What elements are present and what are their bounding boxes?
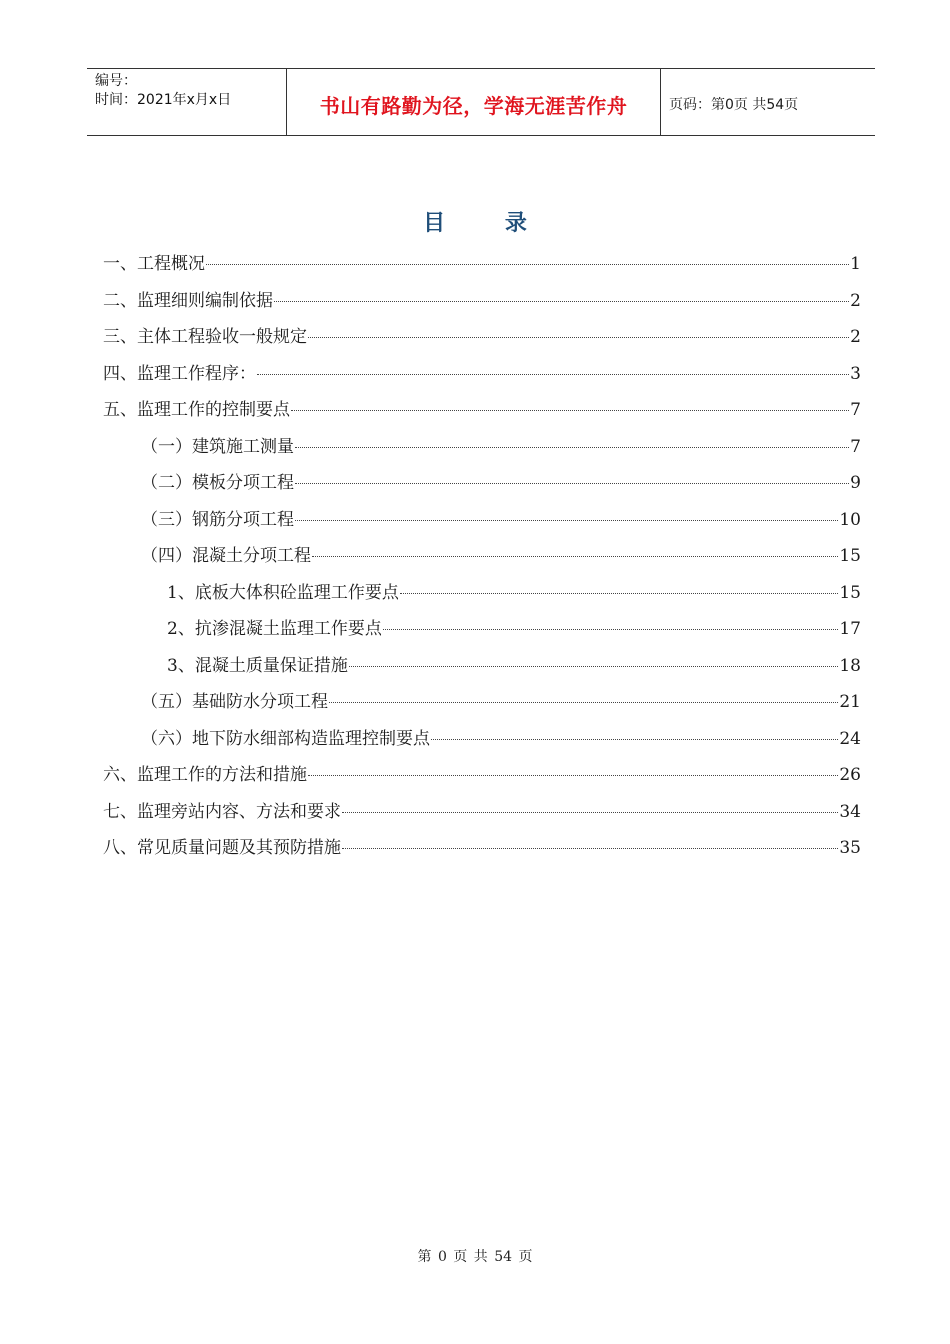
toc-entry-page: 2 xyxy=(850,327,861,347)
toc-entry-page: 24 xyxy=(839,728,861,749)
toc-dot-leader xyxy=(308,775,838,776)
toc-entry[interactable] xyxy=(103,579,861,616)
toc-dot-leader xyxy=(291,410,849,411)
toc-entry-label: 三、主体工程验收一般规定 xyxy=(103,327,307,347)
toc-entry-label: （六）地下防水细部构造监理控制要点 xyxy=(141,728,430,749)
toc-dot-leader xyxy=(431,739,838,740)
toc-dot-leader xyxy=(342,848,838,849)
toc-entry-page: 7 xyxy=(850,400,861,420)
toc-entry[interactable] xyxy=(103,323,861,360)
toc-entry-label: （五）基础防水分项工程 xyxy=(141,692,328,712)
toc-entry[interactable] xyxy=(103,250,861,287)
toc-dot-leader xyxy=(383,629,839,630)
toc-entry-page: 2 xyxy=(850,290,861,311)
toc-dot-leader xyxy=(206,264,849,265)
toc-entry-page: 15 xyxy=(839,546,861,566)
toc-entry[interactable] xyxy=(103,506,861,543)
toc-dot-leader xyxy=(295,447,849,448)
toc-dot-leader xyxy=(312,556,838,557)
toc-entry[interactable] xyxy=(103,433,861,470)
toc-dot-leader xyxy=(342,812,838,813)
toc-entry[interactable] xyxy=(103,396,861,433)
toc-entry[interactable] xyxy=(103,360,861,397)
toc-entry-page: 3 xyxy=(850,363,861,384)
toc-entry-label: （四）混凝土分项工程 xyxy=(141,546,311,566)
toc-entry-label: 六、监理工作的方法和措施 xyxy=(103,765,307,785)
document-time-label: 时间：2021年x月x日 xyxy=(95,92,232,108)
toc-dot-leader xyxy=(329,702,838,703)
toc-entry-label: 四、监理工作程序： xyxy=(103,363,256,384)
header-page-cell xyxy=(661,69,875,135)
toc-entry[interactable] xyxy=(103,761,861,798)
toc-dot-leader xyxy=(257,374,849,375)
toc-entry[interactable] xyxy=(103,688,861,725)
toc-dot-leader xyxy=(295,483,849,484)
toc-entry[interactable] xyxy=(103,834,861,871)
header-motto: 书山有路勤为径，学海无涯苦作舟 xyxy=(319,93,628,118)
toc-entry-label: 二、监理细则编制依据 xyxy=(103,290,273,311)
toc-entry[interactable] xyxy=(103,469,861,506)
toc-dot-leader xyxy=(295,520,838,521)
toc-entry-page: 18 xyxy=(839,655,861,676)
page-footer: 第 0 页 共 54 页 xyxy=(417,1249,533,1265)
toc-entry-page: 21 xyxy=(839,692,861,712)
toc-entry[interactable] xyxy=(103,652,861,689)
toc-dot-leader xyxy=(400,593,839,594)
header-page-info: 页码：第0页 共54页 xyxy=(669,97,799,113)
toc-entry-page: 17 xyxy=(839,619,861,639)
toc-entry-page: 15 xyxy=(839,582,861,603)
toc-entry-label: （二）模板分项工程 xyxy=(141,473,294,493)
toc-entry-label: 1、底板大体积砼监理工作要点 xyxy=(167,582,399,603)
toc-title: 目 录 xyxy=(423,210,553,236)
toc-entry[interactable] xyxy=(103,798,861,835)
toc-entry-label: 2、抗渗混凝土监理工作要点 xyxy=(167,619,382,639)
toc-entry-page: 34 xyxy=(839,801,861,822)
toc-entry-page: 9 xyxy=(850,473,861,493)
toc-entry-label: 3、混凝土质量保证措施 xyxy=(167,655,348,676)
toc-entry-label: 五、监理工作的控制要点 xyxy=(103,400,290,420)
toc-entry[interactable] xyxy=(103,287,861,324)
table-of-contents xyxy=(103,250,861,871)
document-number-label: 编号： xyxy=(95,73,137,89)
toc-entry-page: 26 xyxy=(839,765,861,785)
toc-dot-leader xyxy=(349,666,839,667)
toc-dot-leader xyxy=(274,301,849,302)
toc-entry[interactable] xyxy=(103,725,861,762)
header-motto-cell xyxy=(287,69,661,135)
toc-entry[interactable] xyxy=(103,542,861,579)
header-table xyxy=(87,68,875,136)
toc-entry-label: （三）钢筋分项工程 xyxy=(141,509,294,530)
toc-entry-label: （一）建筑施工测量 xyxy=(141,436,294,457)
toc-entry-page: 35 xyxy=(839,838,861,858)
toc-entry-page: 10 xyxy=(839,509,861,530)
toc-entry[interactable] xyxy=(103,615,861,652)
toc-entry-label: 一、工程概况 xyxy=(103,254,205,274)
toc-entry-label: 七、监理旁站内容、方法和要求 xyxy=(103,801,341,822)
header-meta-cell xyxy=(87,69,287,135)
toc-dot-leader xyxy=(308,337,849,338)
toc-entry-page: 7 xyxy=(850,436,861,457)
toc-entry-page: 1 xyxy=(850,254,861,274)
toc-entry-label: 八、常见质量问题及其预防措施 xyxy=(103,838,341,858)
